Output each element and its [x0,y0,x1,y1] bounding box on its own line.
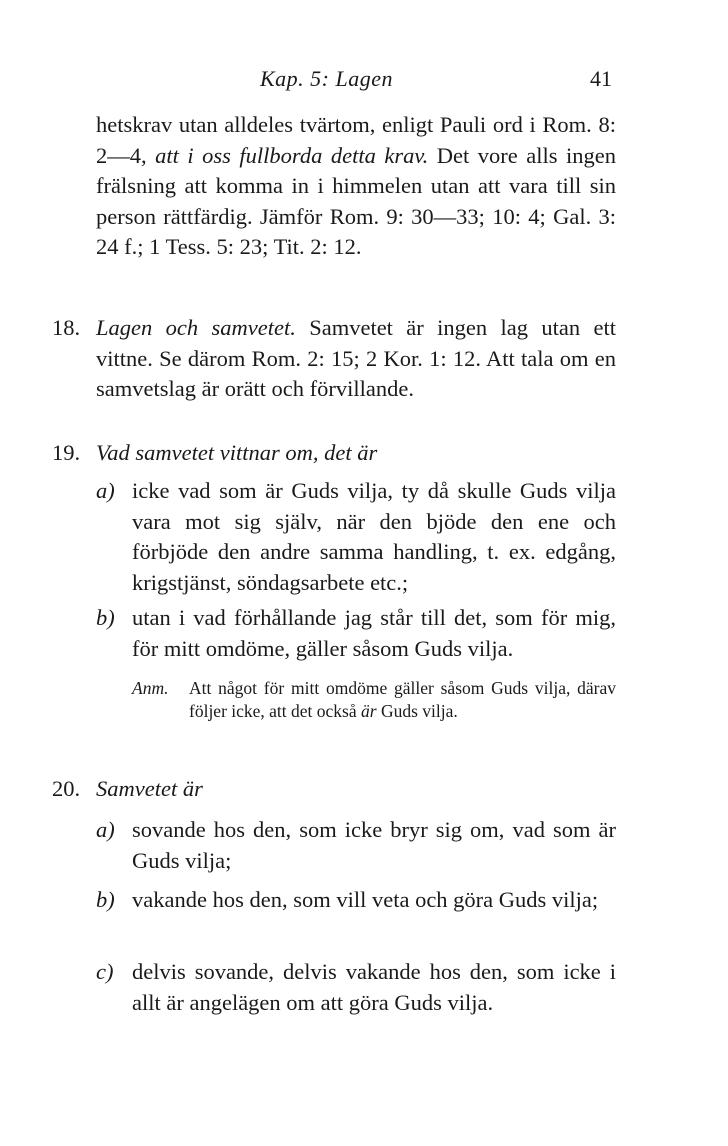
item-label: a) [96,478,115,503]
running-head: Kap. 5: Lagen [260,66,393,91]
continuation-text-1: hetskrav utan alldeles tvärtom, enligt Pauli ord i Rom. 8: 2—4, [96,112,616,168]
section-text: Samvetet är ingen lag utan ett vittne. Se därom Rom. 2: 15; 2 Kor. 1: 12. Att tala om en samvetslag är orätt och förvillande. [96,315,616,401]
note-text-1: Att något för mitt omdöme gäller såsom Guds vilja, därav följer icke, att det också [189,678,616,721]
item-text: utan i vad förhållande jag står till det, som för mig, för mitt omdöme, gäller såsom Guds vilja. [132,605,616,661]
item-text: icke vad som är Guds vilja, ty då skulle Guds vilja vara mot sig själv, när den bjöde den ene och förbjöde den andre samma handling, t. ex. edgång, krigstjänst, söndagsarbete etc.; [132,478,616,595]
note-text-2: Guds vilja. [376,700,458,721]
section-18-paragraph [96,313,616,405]
page-header [0,66,728,96]
item-text: sovande hos den, som icke bryr sig om, vad som är Guds vilja; [132,817,616,873]
section-heading: Vad samvetet vittnar om, det är [96,440,378,465]
section-title: Lagen och samvetet. [96,315,296,340]
continuation-italic-quote: att i oss fullborda detta krav. [155,142,429,168]
continuation-paragraph [96,110,616,263]
item-text: vakande hos den, som vill veta och göra Guds vilja; [132,887,599,912]
section-number: 18. [52,315,81,340]
item-label: b) [96,605,115,630]
item-label: b) [96,887,115,912]
note-label: Anm. [132,678,169,698]
section-number: 20. [52,776,81,801]
page-number: 41 [590,66,612,91]
item-label: a) [96,817,115,842]
item-text: delvis sovande, delvis vakande hos den, som icke i allt är angelägen om att göra Guds vilja. [132,959,616,1015]
continuation-text-2: Det vore alls ingen frälsning att komma in i himmelen utan att vara till sin person rättfärdig. Jämför Rom. 9: 30—33; 10: 4; Gal. 3: 24 f.; 1 Tess. 5: 23; Tit. 2: 12. [96,142,616,259]
section-heading: Samvetet är [96,776,203,801]
section-number: 19. [52,440,81,465]
note-italic: är [361,700,377,721]
note-text [189,677,616,722]
item-label: c) [96,959,114,984]
